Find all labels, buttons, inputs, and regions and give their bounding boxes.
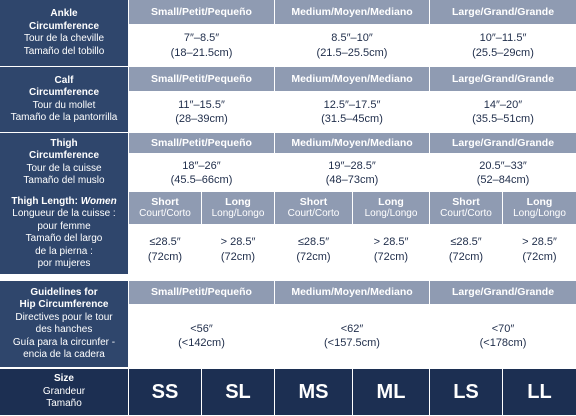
thigh-label-line: Tamaño del muslo — [23, 175, 105, 186]
length-value-cell — [353, 225, 429, 274]
size-code-cell — [129, 369, 201, 415]
length-column-subtitle: Court/Corto — [287, 208, 340, 220]
size-code: ML — [376, 380, 406, 403]
thigh-value-inches: 18″–26″ — [182, 159, 221, 172]
calf-label-title: Circumference — [28, 87, 100, 98]
hip-label-line: des hanches — [35, 324, 93, 335]
size-label-line: Grandeur — [42, 385, 86, 397]
ankle-column-header — [430, 0, 576, 24]
hip-value-cell — [430, 305, 576, 367]
size-code: LL — [527, 380, 552, 403]
length-value-inches: > 28.5″ — [373, 236, 409, 249]
thigh-row-label — [0, 133, 128, 192]
calf-value-inches: 12.5″–17.5″ — [323, 98, 381, 111]
length-column-subtitle: Court/Corto — [139, 208, 191, 220]
calf-column-title: Medium/Moyen/Mediano — [291, 72, 413, 85]
hip-value-cm: (<178cm) — [479, 337, 527, 349]
calf-value-cm: (31.5–45cm) — [321, 113, 383, 125]
length-column-header — [275, 192, 352, 224]
ankle-label-line: Tour de la cheville — [23, 33, 105, 44]
thigh-value-cell — [275, 154, 429, 192]
calf-column-title: Large/Grand/Grande — [451, 72, 555, 85]
calf-value-cm: (28–39cm) — [175, 113, 228, 125]
length-value-inches: > 28.5″ — [220, 236, 256, 249]
calf-label-title: Calf — [54, 74, 74, 86]
thigh-column-title: Small/Petit/Pequeño — [151, 136, 252, 149]
ankle-column-title: Large/Grand/Grande — [451, 5, 555, 18]
hip-label-line: encia de la cadera — [23, 349, 105, 360]
thigh-column-header — [129, 133, 274, 153]
thigh-column-header — [430, 133, 576, 153]
length-value-inches: ≤28.5″ — [297, 236, 330, 249]
thigh-label-title: Circumference — [28, 150, 100, 161]
length-label-line: por mujeres — [37, 258, 91, 269]
size-row-label — [0, 369, 128, 415]
length-row-label — [0, 192, 128, 274]
length-value-cm: (72cm) — [296, 250, 331, 263]
calf-value-inches: 14″–20″ — [483, 98, 523, 111]
length-column-title: Long — [526, 195, 553, 208]
ankle-row-label — [0, 0, 128, 66]
length-label-text: Thigh Length: — [11, 195, 78, 207]
ankle-column-header — [275, 0, 429, 24]
size-code: SS — [151, 380, 179, 403]
length-column-subtitle: Long/Longo — [513, 208, 566, 220]
hip-value-cm: (<157.5cm) — [324, 337, 380, 349]
size-code-cell — [275, 369, 352, 415]
hip-column-header — [129, 281, 274, 304]
hip-label-line: Guía para la circunfer - — [12, 336, 116, 348]
thigh-label-line: Tour de la cuisse — [26, 162, 102, 174]
size-code-cell — [503, 369, 576, 415]
ankle-value-cell — [275, 25, 429, 66]
calf-column-title: Small/Petit/Pequeño — [151, 72, 252, 85]
length-value-cell — [430, 225, 502, 274]
ankle-label-line: Tamaño del tobillo — [23, 45, 105, 57]
size-code: LS — [453, 380, 479, 403]
size-code: SL — [225, 380, 251, 403]
hip-value-cell — [129, 305, 274, 367]
thigh-value-inches: 19″–28.5″ — [328, 159, 376, 172]
ankle-value-inches: 7″–8.5″ — [183, 32, 220, 45]
ankle-label-title: Ankle — [50, 8, 78, 19]
calf-row-label — [0, 67, 128, 132]
thigh-column-header — [275, 133, 429, 153]
calf-value-cell — [129, 92, 274, 132]
length-label-line: Tamaño del largo — [25, 233, 103, 244]
calf-column-header — [129, 67, 274, 91]
length-column-title: Long — [378, 195, 404, 208]
length-label-title — [11, 196, 116, 209]
thigh-value-cell — [129, 154, 274, 192]
length-column-title: Short — [452, 195, 480, 208]
length-value-inches: > 28.5″ — [522, 236, 557, 249]
length-label-line: Longueur de la cuisse : — [12, 208, 116, 219]
calf-value-cm: (35.5–51cm) — [472, 113, 534, 125]
hip-value-inches: <56″ — [190, 322, 213, 335]
thigh-label-title: Thigh — [50, 137, 78, 149]
ankle-value-cm: (21.5–25.5cm) — [316, 46, 388, 59]
ankle-value-cm: (18–21.5cm) — [170, 46, 233, 59]
hip-value-cm: (<142cm) — [178, 337, 225, 349]
length-value-cm: (72cm) — [373, 250, 409, 263]
length-label-emphasis: Women — [80, 195, 117, 207]
thigh-value-cm: (45.5–66cm) — [170, 174, 233, 186]
calf-value-inches: 11″–15.5″ — [178, 98, 225, 111]
length-column-subtitle: Long/Longo — [364, 208, 418, 220]
length-column-header — [430, 192, 502, 224]
length-label-line: de la pierna : — [35, 245, 93, 257]
length-column-subtitle: Court/Corto — [440, 208, 492, 220]
size-label-line: Tamaño — [46, 398, 82, 410]
hip-value-inches: <62″ — [340, 322, 364, 335]
ankle-column-title: Medium/Moyen/Mediano — [291, 5, 413, 18]
hip-column-header — [275, 281, 429, 304]
calf-label-line: Tour du mollet — [32, 99, 96, 111]
length-column-header — [353, 192, 429, 224]
length-value-cm: (72cm) — [448, 250, 484, 263]
length-value-cell — [275, 225, 352, 274]
length-value-cell — [129, 225, 201, 274]
length-value-cell — [503, 225, 576, 274]
length-value-cell — [202, 225, 274, 274]
hip-label-title: Guidelines for — [30, 286, 98, 298]
length-value-inches: ≤28.5″ — [450, 236, 482, 249]
calf-column-header — [430, 67, 576, 91]
length-value-cm: (72cm) — [147, 250, 183, 263]
size-label-title: Size — [53, 373, 74, 385]
thigh-value-inches: 20.5″–33″ — [479, 159, 527, 172]
length-value-inches: ≤28.5″ — [149, 236, 181, 249]
size-code: MS — [298, 380, 329, 403]
hip-column-title: Medium/Moyen/Mediano — [291, 286, 413, 299]
ankle-column-header — [129, 0, 274, 24]
ankle-value-cell — [129, 25, 274, 66]
thigh-column-title: Medium/Moyen/Mediano — [291, 136, 413, 149]
thigh-column-title: Large/Grand/Grande — [451, 136, 555, 149]
thigh-value-cm: (48–73cm) — [325, 174, 379, 186]
length-value-cm: (72cm) — [220, 250, 256, 263]
length-value-cm: (72cm) — [522, 250, 557, 263]
hip-label-line: Directives pour le tour — [15, 311, 113, 323]
size-code-cell — [202, 369, 274, 415]
length-column-header — [129, 192, 201, 224]
size-code-cell — [353, 369, 429, 415]
ankle-column-title: Small/Petit/Pequeño — [151, 5, 252, 18]
ankle-value-cell — [430, 25, 576, 66]
thigh-value-cell — [430, 154, 576, 192]
size-code-cell — [430, 369, 502, 415]
ankle-label-title: Circumference — [28, 20, 100, 32]
length-column-title: Short — [151, 195, 179, 208]
ankle-value-inches: 10″–11.5″ — [479, 32, 527, 45]
calf-value-cell — [275, 92, 429, 132]
length-column-header — [202, 192, 274, 224]
thigh-value-cm: (52–84cm) — [476, 174, 530, 186]
ankle-value-inches: 8.5″–10″ — [331, 32, 373, 45]
length-column-header — [503, 192, 576, 224]
hip-column-title: Small/Petit/Pequeño — [151, 286, 252, 299]
length-label-line: pour femme — [37, 220, 91, 232]
calf-column-header — [275, 67, 429, 91]
hip-value-cell — [275, 305, 429, 367]
hip-column-title: Large/Grand/Grande — [451, 286, 555, 299]
length-column-title: Short — [299, 195, 328, 208]
length-column-subtitle: Long/Longo — [211, 208, 265, 220]
calf-value-cell — [430, 92, 576, 132]
length-column-title: Long — [225, 195, 251, 208]
hip-value-inches: <70″ — [491, 322, 515, 335]
ankle-value-cm: (25.5–29cm) — [472, 46, 534, 59]
calf-label-line: Tamaño de la pantorrilla — [10, 112, 118, 123]
hip-column-header — [430, 281, 576, 304]
hip-label-title: Hip Circumference — [19, 299, 109, 310]
hip-row-label — [0, 281, 128, 367]
